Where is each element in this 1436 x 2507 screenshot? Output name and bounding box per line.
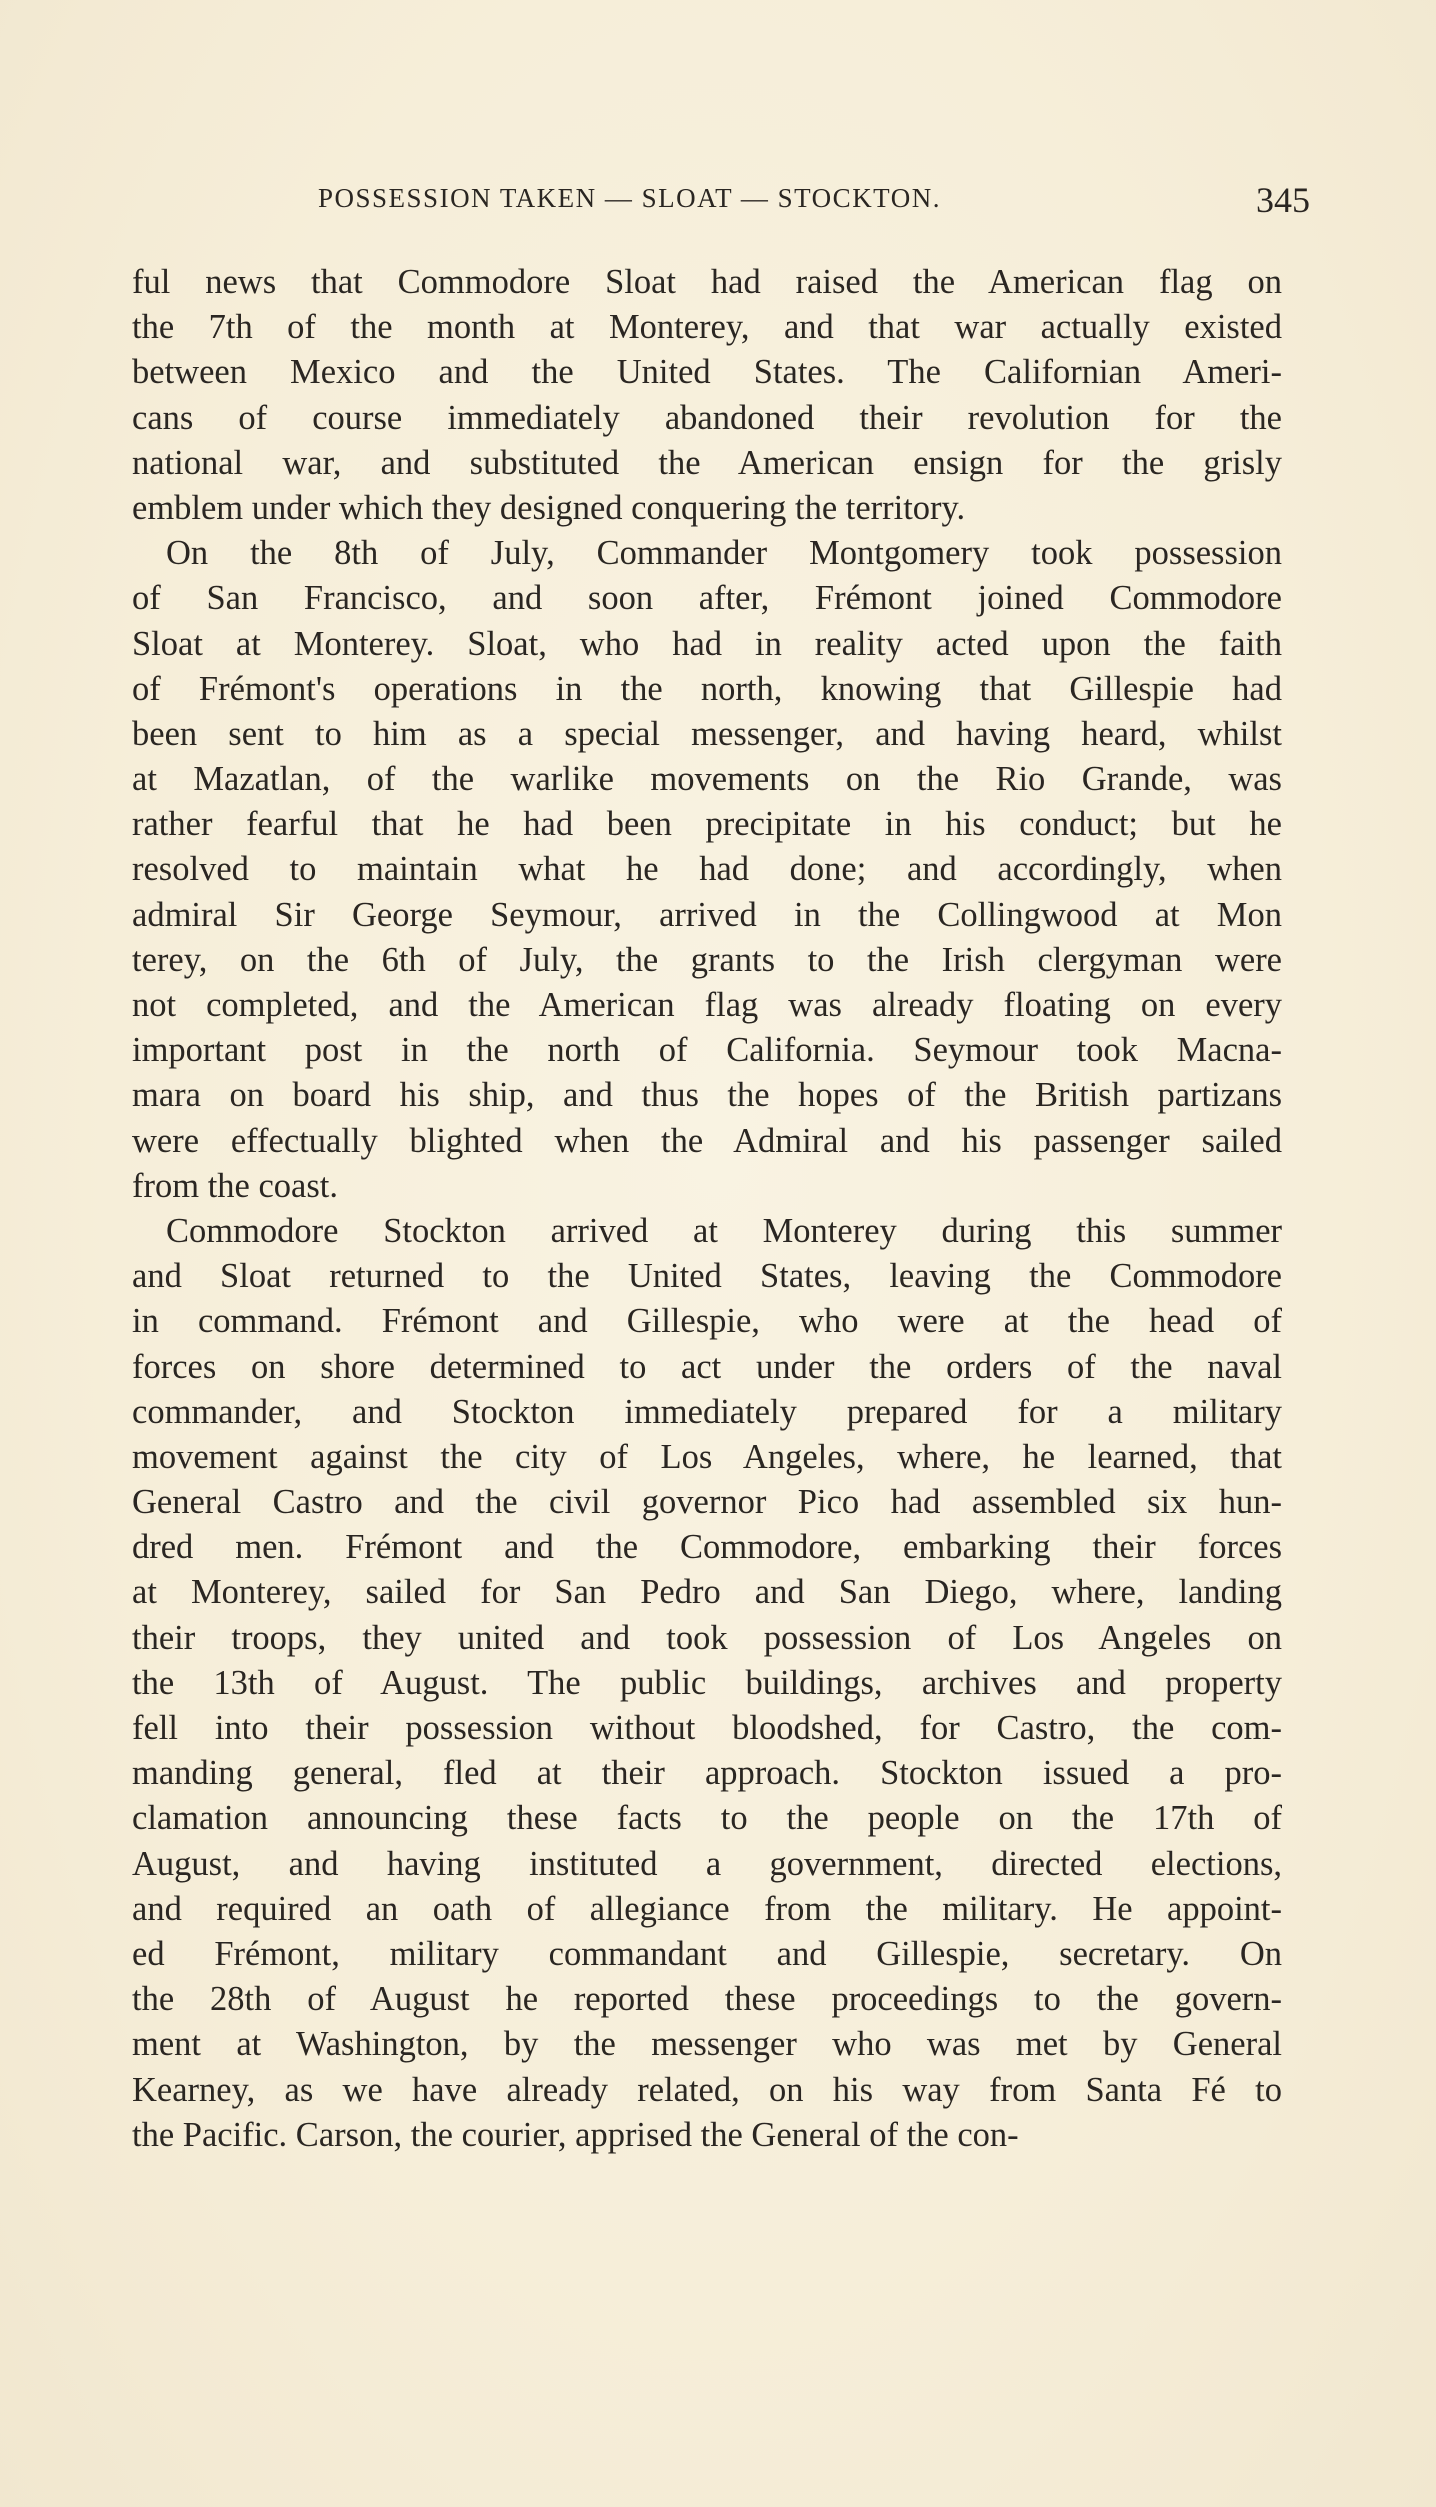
text-line: the 13th of August. The public buildings, archives and property	[132, 1663, 1282, 1702]
text-line: their troops, they united and took possession of Los Angeles on	[132, 1618, 1282, 1657]
text-line: August, and having instituted a government, directed elections,	[132, 1844, 1282, 1883]
body-text	[132, 260, 1282, 2158]
text-line: of San Francisco, and soon after, Frémont joined Commodore	[132, 579, 1282, 618]
text-line: of Frémont's operations in the north, knowing that Gillespie had	[132, 669, 1282, 708]
text-line: between Mexico and the United States. The Californian Ameri-	[132, 353, 1282, 392]
text-line: ful news that Commodore Sloat had raised the American flag on	[132, 263, 1282, 301]
text-line: cans of course immediately abandoned their revolution for the	[132, 398, 1282, 437]
text-line: and Sloat returned to the United States, leaving the Commodore	[132, 1257, 1282, 1296]
text-line: dred men. Frémont and the Commodore, embarking their forces	[132, 1528, 1282, 1567]
chapter-running-title: POSSESSION TAKEN — SLOAT — STOCKTON.	[318, 183, 941, 213]
text-line: General Castro and the civil governor Pico had assembled six hun-	[132, 1483, 1282, 1522]
text-line: been sent to him as a special messenger, and having heard, whilst	[132, 714, 1282, 753]
text-line: mara on board his ship, and thus the hopes of the British partizans	[132, 1076, 1282, 1115]
text-line: terey, on the 6th of July, the grants to the Irish clergyman were	[132, 940, 1282, 979]
text-line: important post in the north of California. Seymour took Macna-	[132, 1031, 1282, 1070]
text-line: commander, and Stockton immediately prepared for a military	[132, 1392, 1282, 1431]
text-line: at Monterey, sailed for San Pedro and San Diego, where, landing	[132, 1573, 1282, 1612]
text-line: the Pacific. Carson, the courier, apprised the General of the con-	[132, 2115, 1019, 2154]
paragraph	[132, 260, 1282, 531]
text-line: national war, and substituted the American ensign for the grisly	[132, 443, 1282, 482]
text-line: and required an oath of allegiance from the military. He appoint-	[132, 1889, 1282, 1928]
text-line: emblem under which they designed conquering the territory.	[132, 488, 966, 527]
text-line: On the 8th of July, Commander Montgomery took possession	[166, 534, 1282, 573]
text-line: were effectually blighted when the Admiral and his passenger sailed	[132, 1121, 1282, 1160]
text-line: in command. Frémont and Gillespie, who were at the head of	[132, 1302, 1282, 1341]
text-line: the 7th of the month at Monterey, and that war actually existed	[132, 308, 1282, 347]
text-line: manding general, fled at their approach. Stockton issued a pro-	[132, 1754, 1282, 1793]
text-line: fell into their possession without bloodshed, for Castro, the com-	[132, 1709, 1282, 1747]
text-line: ment at Washington, by the messenger who was met by General	[132, 2025, 1282, 2064]
page-number: 345	[1256, 180, 1310, 220]
text-line: not completed, and the American flag was already floating on every	[132, 986, 1282, 1024]
text-line: clamation announcing these facts to the people on the 17th of	[132, 1799, 1282, 1838]
text-line: rather fearful that he had been precipitate in his conduct; but he	[132, 805, 1282, 844]
text-line: resolved to maintain what he had done; and accordingly, when	[132, 850, 1282, 889]
text-line: forces on shore determined to act under the orders of the naval	[132, 1347, 1282, 1386]
paragraph	[132, 1209, 1282, 2158]
paragraph	[132, 531, 1282, 1209]
text-line: movement against the city of Los Angeles, where, he learned, that	[132, 1437, 1282, 1476]
text-line: Kearney, as we have already related, on his way from Santa Fé to	[132, 2070, 1282, 2109]
text-line: Sloat at Monterey. Sloat, who had in reality acted upon the faith	[132, 624, 1282, 663]
text-line: the 28th of August he reported these proceedings to the govern-	[132, 1980, 1282, 2019]
text-line: at Mazatlan, of the warlike movements on the Rio Grande, was	[132, 760, 1282, 799]
running-head	[318, 180, 1318, 223]
text-line: admiral Sir George Seymour, arrived in the Collingwood at Mon	[132, 895, 1282, 934]
text-line: ed Frémont, military commandant and Gillespie, secretary. On	[132, 1934, 1282, 1973]
text-line: from the coast.	[132, 1166, 338, 1205]
text-line: Commodore Stockton arrived at Monterey during this summer	[166, 1211, 1282, 1250]
